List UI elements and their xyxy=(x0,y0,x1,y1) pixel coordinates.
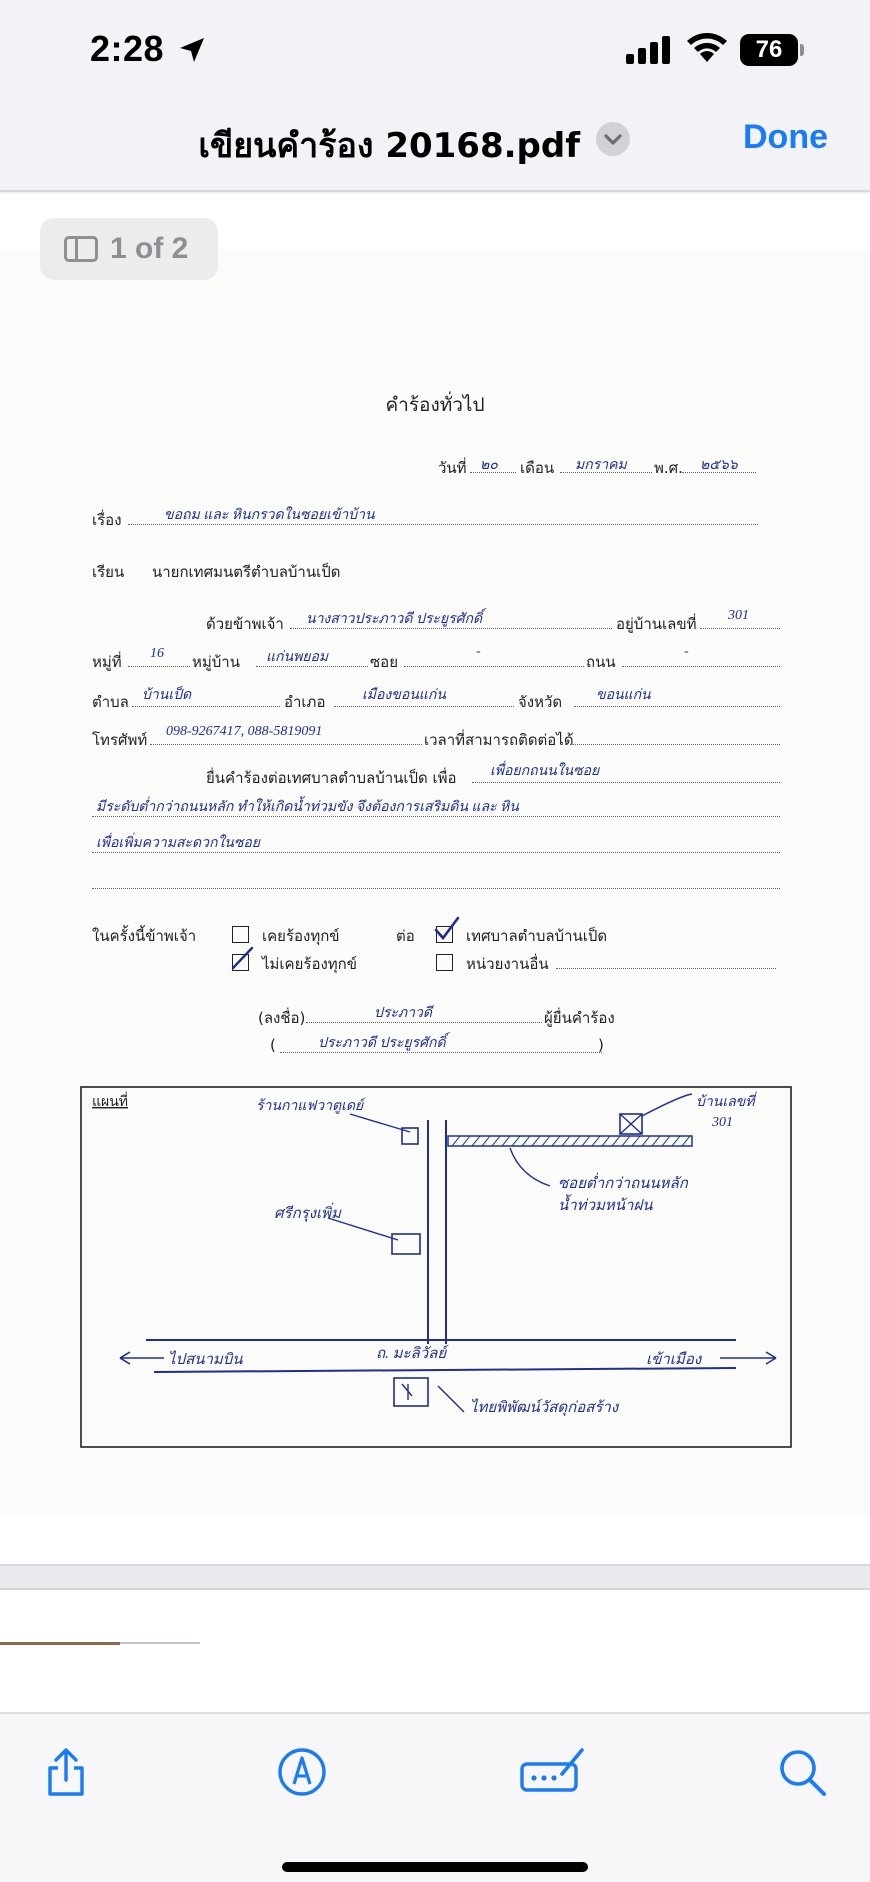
signature: ประภาวดี xyxy=(374,1006,432,1021)
checkbox-complained xyxy=(232,926,249,943)
printed-name: ประภาวดี ประยูรศักดิ์ xyxy=(318,1036,446,1051)
map-road-name: ถ. มะลิวัลย์ xyxy=(376,1346,447,1362)
soi-label: ซอย xyxy=(370,653,398,671)
status-bar xyxy=(0,0,870,100)
moo-label: หมู่ที่ xyxy=(92,653,122,671)
dotted-line xyxy=(150,744,422,745)
page-2-content xyxy=(120,1642,200,1644)
to-value: นายกเทศมนตรีตำบลบ้านเป็ด xyxy=(152,563,341,581)
dotted-line xyxy=(404,666,584,667)
house-label-1: บ้านเลขที่ xyxy=(696,1095,755,1110)
to-word: ต่อ xyxy=(396,927,415,945)
dotted-line xyxy=(92,888,780,889)
nav-bar xyxy=(0,100,870,192)
paren-open: ( xyxy=(270,1036,276,1054)
status-time: 2:28 xyxy=(90,28,165,69)
map-store: ศรีกรุงเพิ่ม xyxy=(274,1206,341,1222)
sidebar-icon xyxy=(64,236,98,262)
map-right-direction: เข้าเมือง xyxy=(646,1352,702,1368)
signature-icon[interactable] xyxy=(518,1744,588,1800)
amphoe-label: อำเภอ xyxy=(284,693,326,711)
pdf-page-1 xyxy=(0,250,870,1514)
purpose-line-1: เพื่อยกถนนในซอย xyxy=(490,764,600,779)
phone-value: 098-9267417, 088-5819091 xyxy=(166,724,323,739)
dotted-line xyxy=(570,744,780,745)
opt-other-agency: หน่วยงานอื่น xyxy=(466,955,549,973)
dotted-line xyxy=(472,782,780,783)
purpose-line-2: มีระดับต่ำกว่าถนนหลัก ทำให้เกิดน้ำท่วมขัง จึงต้องการเสริมดิน และ หิน xyxy=(96,800,519,815)
this-time-label: ในครั้งนี้ข้าพเจ้า xyxy=(92,927,197,945)
province-value: ขอนแก่น xyxy=(596,688,651,703)
form-title: คำร้องทั่วไป xyxy=(385,394,485,416)
opt-municipality: เทศบาลตำบลบ้านเป็ด xyxy=(466,927,608,945)
subject-value: ขอถม และ หินกรวดในซอยเข้าบ้าน xyxy=(164,508,375,523)
dotted-line xyxy=(132,706,280,707)
dotted-line xyxy=(128,666,190,667)
house-label-2: 301 xyxy=(712,1115,733,1130)
house-no-label: อยู่บ้านเลขที่ xyxy=(616,615,697,633)
date-month: มกราคม xyxy=(575,458,627,473)
page-2-content xyxy=(0,1642,120,1645)
tambon-value: บ้านเป็ด xyxy=(142,688,192,703)
page-indicator[interactable] xyxy=(40,218,218,280)
contact-time-label: เวลาที่สามารถติดต่อได้ xyxy=(424,731,574,749)
subject-label: เรื่อง xyxy=(92,511,122,529)
battery-tip xyxy=(800,44,804,56)
to-label: เรียน xyxy=(92,563,125,581)
markup-pen-icon[interactable] xyxy=(274,1744,330,1800)
hand-drawn-map xyxy=(80,1086,792,1448)
soi-value: - xyxy=(476,644,481,659)
month-label: เดือน xyxy=(520,459,555,477)
chevron-down-icon[interactable] xyxy=(596,122,630,156)
home-indicator[interactable] xyxy=(282,1862,588,1872)
village-label: หมู่บ้าน xyxy=(192,653,240,671)
location-arrow-icon xyxy=(178,36,206,64)
house-no: 301 xyxy=(728,608,749,623)
done-button[interactable]: Done xyxy=(743,118,828,156)
submit-label: ยื่นคำร้องต่อเทศบาลตำบลบ้านเป็ด เพื่อ xyxy=(206,769,457,787)
share-icon[interactable] xyxy=(38,1744,94,1800)
paren-close: ) xyxy=(598,1036,604,1054)
self-label: ด้วยข้าพเจ้า xyxy=(206,615,284,633)
year-label: พ.ศ. xyxy=(654,459,683,477)
check-mark-icon xyxy=(228,944,256,972)
page-indicator-label: 1 of 2 xyxy=(110,232,189,265)
amphoe-value: เมืองขอนแก่น xyxy=(362,688,446,703)
applicant-name: นางสาวประภาวดี ประยูรศักดิ์ xyxy=(306,612,483,627)
dotted-line xyxy=(556,968,776,969)
map-left-direction: ไปสนามบิน xyxy=(168,1352,243,1368)
map-shop: ร้านกาแฟวาตูเดย์ xyxy=(256,1099,364,1114)
document-title[interactable]: เขียนคำร้อง 20168.pdf xyxy=(198,126,580,166)
soi-note-1: ซอยต่ำกว่าถนนหลัก xyxy=(558,1176,688,1192)
moo-value: 16 xyxy=(150,646,164,661)
page-separator xyxy=(0,1564,870,1590)
map-heading: แผนที่ xyxy=(92,1094,129,1110)
road-value: - xyxy=(684,644,689,659)
village-value: แก่นพยอม xyxy=(266,650,329,665)
dotted-line xyxy=(700,628,780,629)
applicant-role: ผู้ยื่นคำร้อง xyxy=(544,1009,615,1027)
pdf-page-2 xyxy=(0,1590,870,1712)
pdf-viewer[interactable] xyxy=(0,194,870,1712)
check-mark-icon xyxy=(432,916,460,944)
road-label: ถนน xyxy=(586,653,616,671)
date-year: ๒๕๖๖ xyxy=(700,458,738,473)
map-landmark: ไทยพิพัฒน์วัสดุก่อสร้าง xyxy=(470,1400,619,1416)
sign-label: (ลงชื่อ) xyxy=(258,1009,306,1027)
opt-complained: เคยร้องทุกข์ xyxy=(262,927,340,945)
date-label: วันที่ xyxy=(438,459,467,477)
checkbox-other-agency xyxy=(436,954,453,971)
province-label: จังหวัด xyxy=(518,693,563,711)
phone-label: โทรศัพท์ xyxy=(92,731,148,749)
bottom-toolbar xyxy=(0,1712,870,1882)
wifi-icon xyxy=(686,32,728,64)
cellular-signal-icon xyxy=(626,36,672,64)
tambon-label: ตำบล xyxy=(92,693,129,711)
dotted-line xyxy=(334,706,514,707)
opt-not-complained: ไม่เคยร้องทุกข์ xyxy=(262,955,357,973)
purpose-line-3: เพื่อเพิ่มความสะดวกในซอย xyxy=(96,836,260,851)
soi-note-2: น้ำท่วมหน้าฝน xyxy=(558,1198,653,1214)
search-icon[interactable] xyxy=(774,1744,830,1800)
dotted-line xyxy=(574,706,780,707)
battery-icon: 76 xyxy=(740,34,798,66)
date-day: ๒๐ xyxy=(480,458,498,473)
dotted-line xyxy=(622,666,780,667)
